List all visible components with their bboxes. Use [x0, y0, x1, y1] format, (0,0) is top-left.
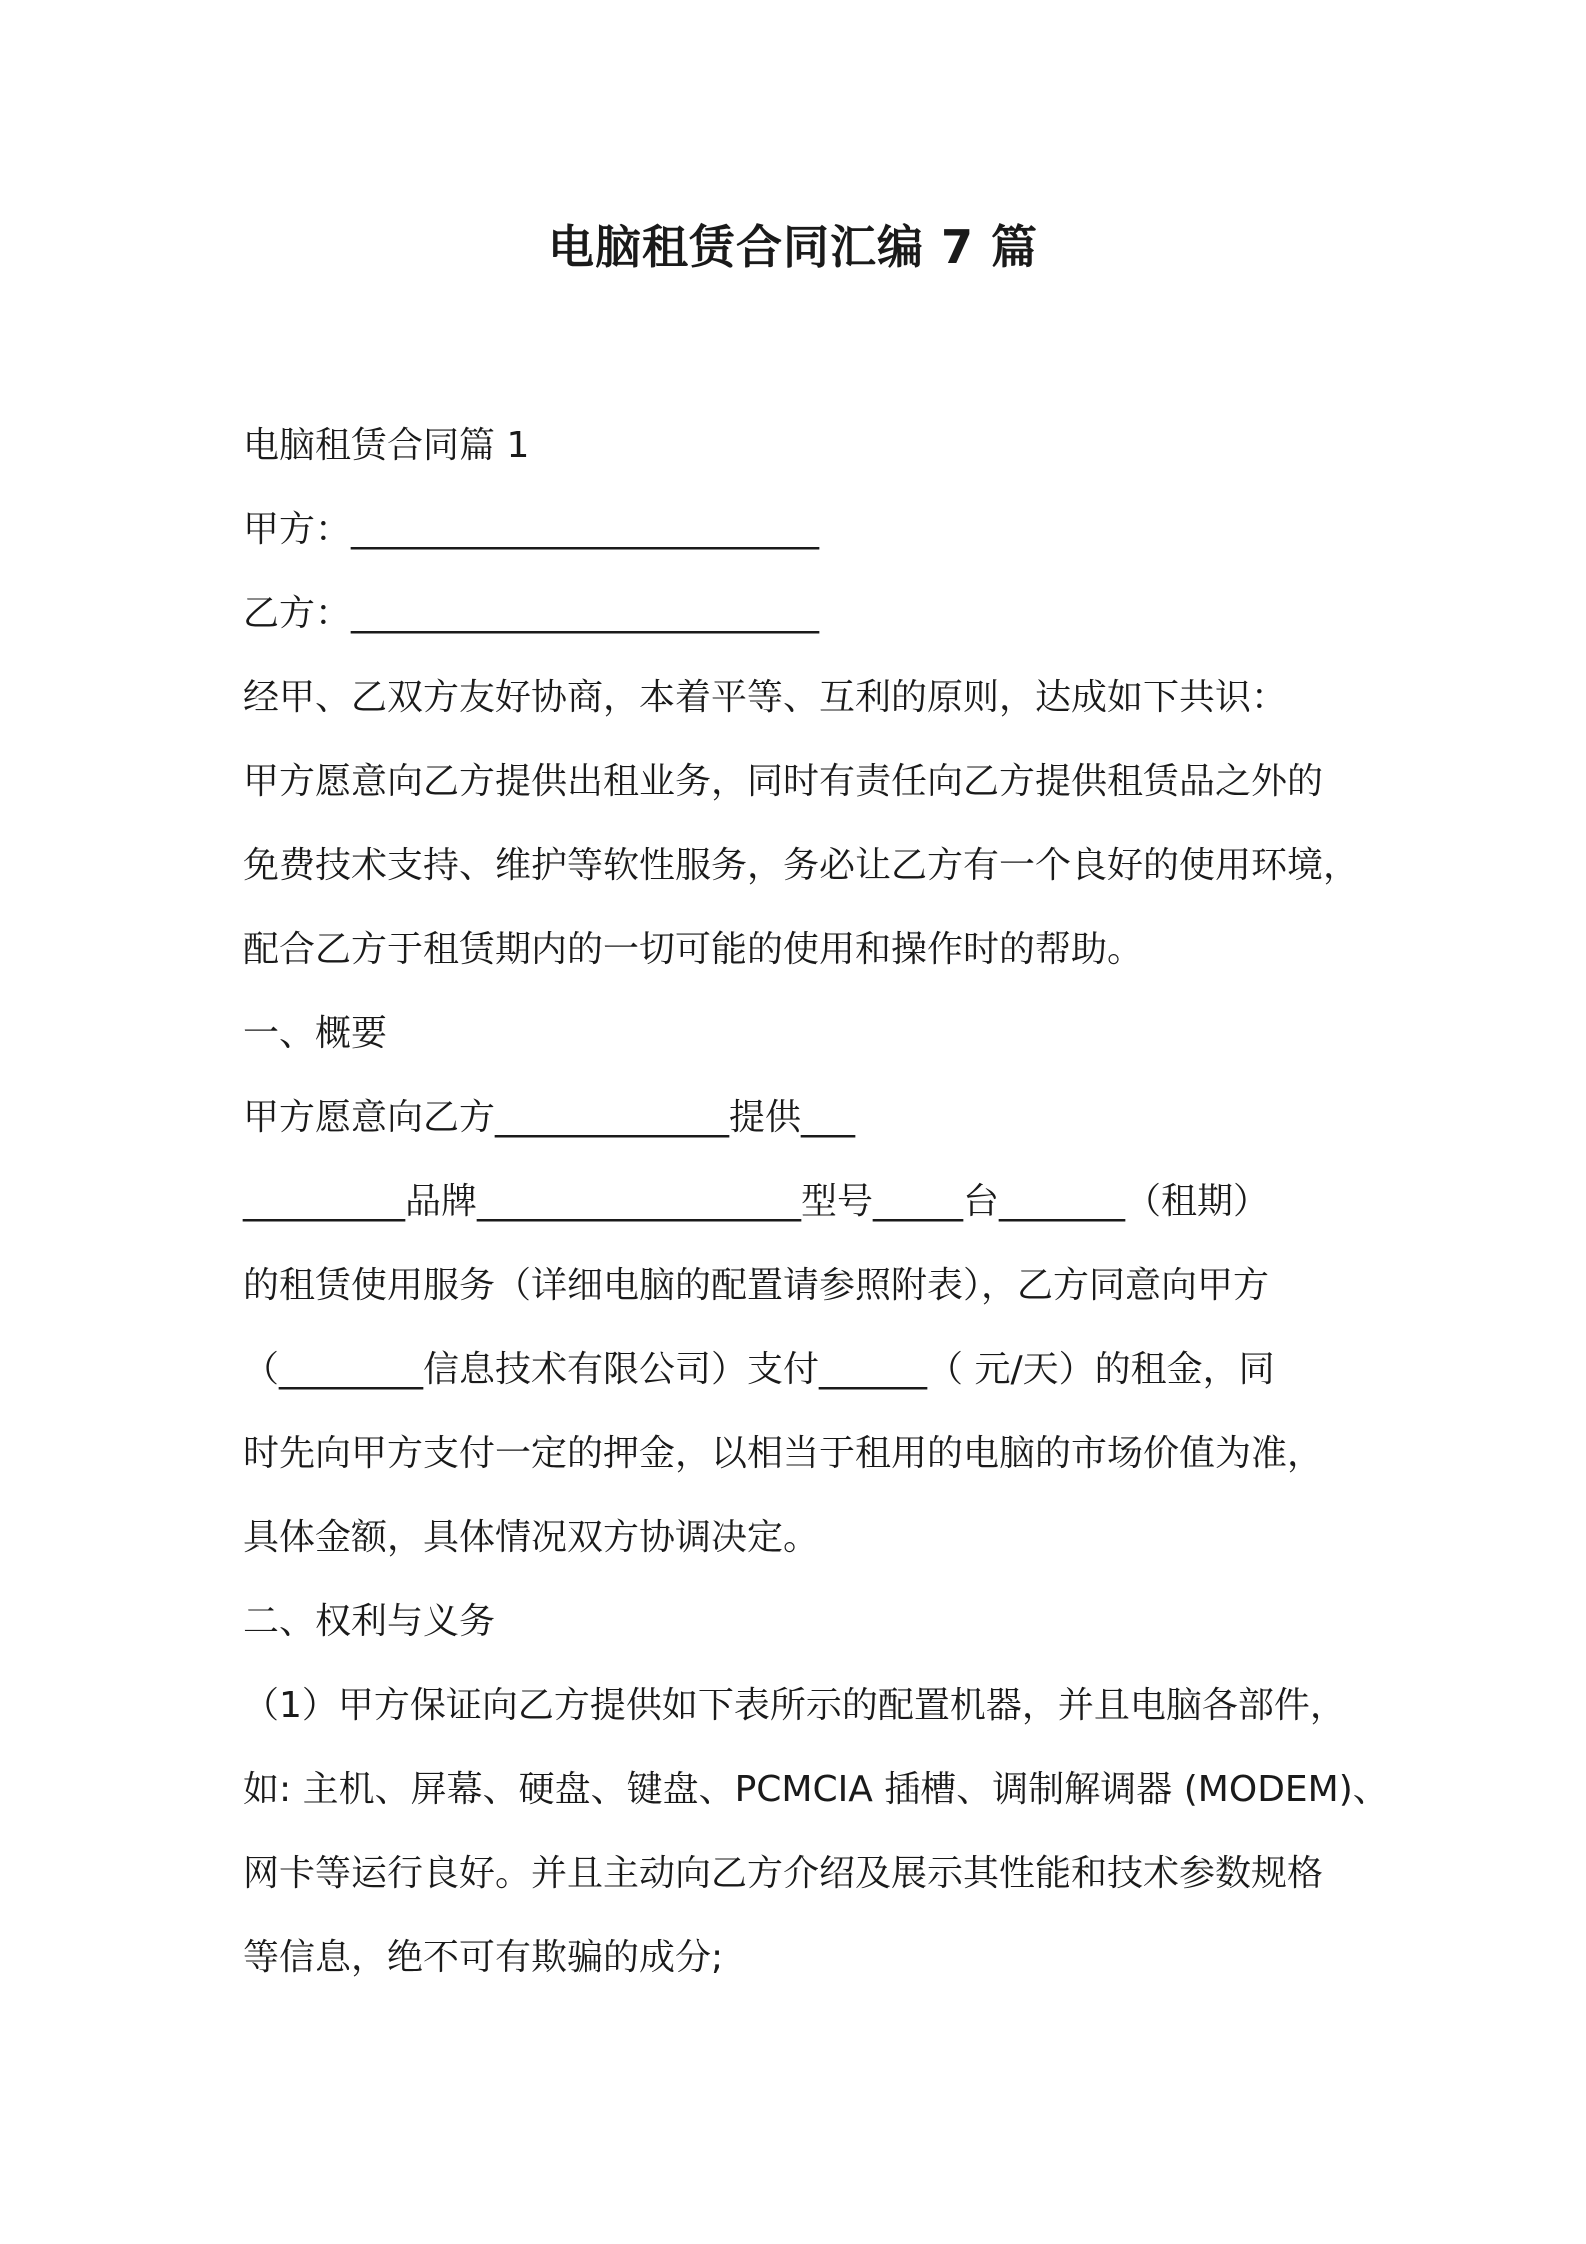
- text-line: 甲方愿意向乙方_____________提供___: [243, 1097, 856, 1138]
- section-heading: 电脑租赁合同篇 1: [243, 425, 530, 466]
- text-line: 的租赁使用服务（详细电脑的配置请参照附表），乙方同意向甲方: [243, 1265, 1270, 1306]
- party-b-line: 乙方：__________________________: [243, 593, 820, 634]
- text-line: 网卡等运行良好。并且主动向乙方介绍及展示其性能和技术参数规格: [243, 1853, 1324, 1894]
- document-title: 电脑租赁合同汇编 7 篇: [547, 220, 1039, 274]
- text-line: （________信息技术有限公司）支付______（ 元/天）的租金，同: [243, 1349, 1275, 1390]
- text-line: 配合乙方于租赁期内的一切可能的使用和操作时的帮助。: [243, 929, 1144, 970]
- document-body: [243, 404, 1389, 2000]
- text-line: 如: 主机、屏幕、硬盘、键盘、PCMCIA 插槽、调制解调器 (MODEM)、: [243, 1769, 1389, 1810]
- text-line: 免费技术支持、维护等软性服务，务必让乙方有一个良好的使用环境，: [243, 845, 1360, 886]
- text-line: 经甲、乙双方友好协商，本着平等、互利的原则，达成如下共识：: [243, 677, 1288, 718]
- text-line: 等信息，绝不可有欺骗的成分;: [243, 1937, 724, 1978]
- party-a-line: 甲方：__________________________: [243, 509, 820, 550]
- text-line: 甲方愿意向乙方提供出租业务，同时有责任向乙方提供租赁品之外的: [243, 761, 1324, 802]
- section-heading: 一、概要: [243, 1013, 388, 1054]
- text-line: 时先向甲方支付一定的押金，以相当于租用的电脑的市场价值为准，: [243, 1433, 1324, 1474]
- text-line: 具体金额，具体情况双方协调决定。: [243, 1517, 820, 1558]
- section-heading: 二、权利与义务: [243, 1601, 496, 1642]
- text-line: （1）甲方保证向乙方提供如下表所示的配置机器，并且电脑各部件，: [243, 1685, 1346, 1726]
- text-line: _________品牌__________________型号_____台_______（租期）: [243, 1181, 1269, 1222]
